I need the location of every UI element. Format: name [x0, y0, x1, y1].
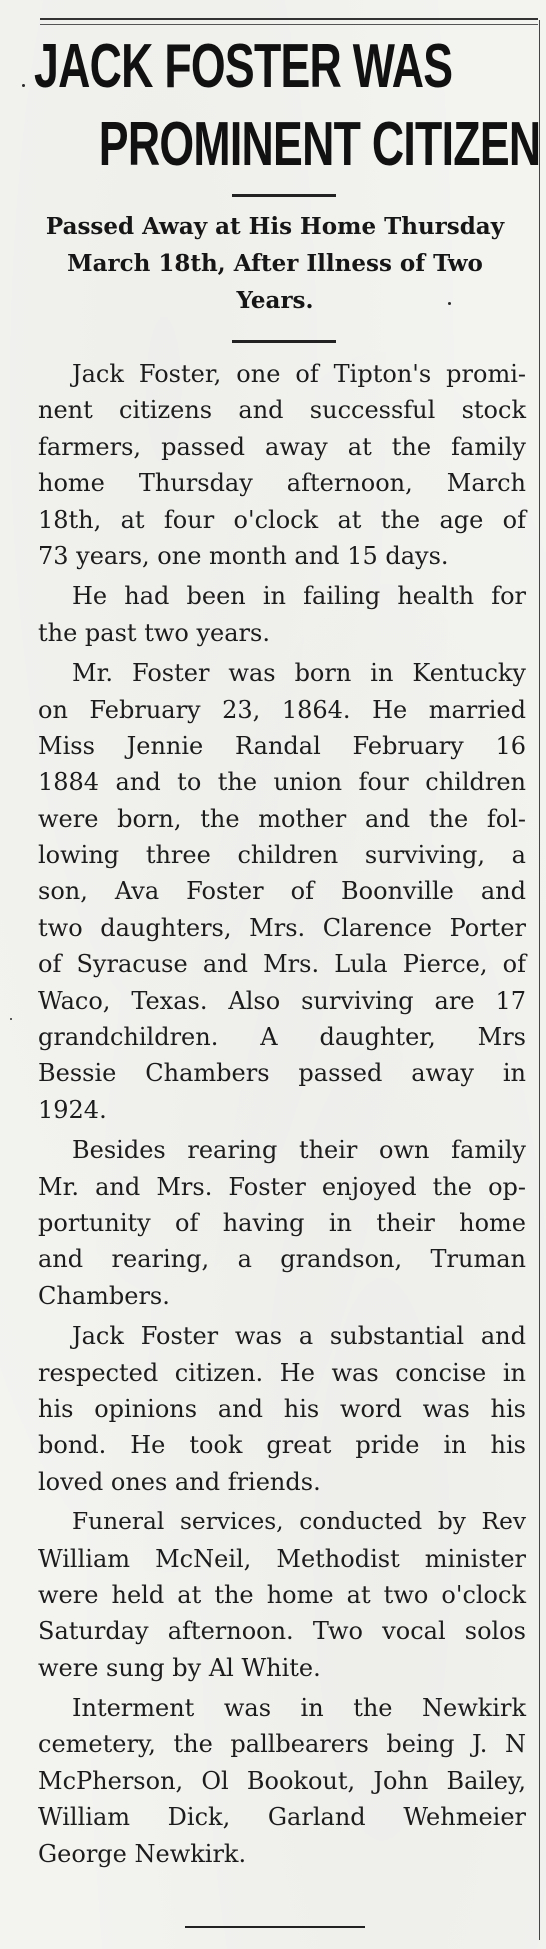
article-line: 18th, at four o'clock at the age of: [38, 505, 526, 534]
article-line: loved ones and friends.: [38, 1467, 321, 1496]
subheadline-line-3: Years.: [236, 287, 314, 314]
scan-speck: [22, 84, 25, 87]
article-line: cemetery, the pallbearers being J. N: [38, 1730, 526, 1759]
article-line: Funeral services, conducted by Rev: [72, 1508, 526, 1536]
subheadline-divider: [232, 340, 336, 343]
article-line: Saturday afternoon. Two vocal solos: [38, 1617, 526, 1646]
subheadline-line-2: March 18th, After Illness of Two: [67, 250, 483, 277]
article-line: respected citizen. He was concise in: [38, 1358, 526, 1387]
article-line: Jack Foster was a substantial and: [72, 1322, 526, 1351]
article-line: 73 years, one month and 15 days.: [38, 541, 449, 570]
article-line: nent citizens and successful stock: [38, 396, 526, 425]
scan-speck: [448, 302, 451, 305]
subheadline: [30, 208, 520, 319]
article-line: Mr. Foster was born in Kentucky: [72, 659, 526, 688]
article-line: Jack Foster, one of Tipton's promi-: [72, 360, 526, 388]
article-line: and rearing, a grandson, Truman: [38, 1245, 526, 1274]
subheadline-line-1: Passed Away at His Home Thursday: [45, 213, 505, 240]
headline: [34, 32, 541, 192]
scan-speck: [10, 1018, 12, 1020]
article-line: George Newkirk.: [38, 1839, 247, 1868]
headline-line-2: PROMINENT CITIZEN: [98, 110, 541, 179]
article-line: lowing three children surviving, a: [38, 841, 526, 870]
article-paragraph: [38, 356, 526, 574]
article-line: two daughters, Mrs. Clarence Porter: [38, 913, 526, 942]
article-line: his opinions and his word was his: [38, 1394, 526, 1423]
article-line: home Thursday afternoon, March: [38, 469, 526, 498]
headline-divider: [232, 194, 336, 197]
article-line: Mr. and Mrs. Foster enjoyed the op-: [38, 1172, 526, 1201]
article-line: William Dick, Garland Wehmeier: [38, 1803, 526, 1832]
article-line: 1884 and to the union four children: [38, 768, 526, 797]
headline-line-1: JACK FOSTER WAS: [34, 32, 453, 101]
article-line: bond. He took great pride in his: [38, 1431, 526, 1460]
article-line: portunity of having in their home: [38, 1208, 526, 1237]
top-column-rule: [40, 18, 538, 20]
article-paragraph: [38, 578, 526, 651]
article-paragraph: [38, 1132, 526, 1314]
article-line: William McNeil, Methodist minister: [38, 1544, 526, 1573]
article-line: were born, the mother and the fol-: [38, 804, 526, 833]
article-line: 1924.: [38, 1095, 107, 1124]
article-line: the past two years.: [38, 618, 270, 647]
article-line: Waco, Texas. Also surviving are 17: [38, 986, 526, 1015]
article-line: were held at the home at two o'clock: [38, 1580, 526, 1609]
article-line: Bessie Chambers passed away in: [38, 1059, 526, 1088]
article-paragraph: [38, 655, 526, 1128]
article-paragraph: [38, 1690, 526, 1872]
article-line: He had been in failing health for: [72, 582, 526, 611]
article-line: were sung by Al White.: [38, 1653, 321, 1682]
article-line: grandchildren. A daughter, Mrs: [38, 1023, 526, 1052]
article-line: Chambers.: [38, 1281, 170, 1310]
article-line: Besides rearing their own family: [72, 1136, 526, 1165]
article-line: of Syracuse and Mrs. Lula Pierce, of: [38, 950, 526, 979]
article-line: McPherson, Ol Bookout, John Bailey,: [38, 1766, 526, 1795]
article-paragraph: [38, 1318, 526, 1500]
article-line: Miss Jennie Randal February 16: [38, 731, 526, 760]
article-body: [38, 356, 526, 1876]
article-line: son, Ava Foster of Boonville and: [38, 877, 526, 906]
end-divider: [185, 1926, 365, 1928]
article-paragraph: [38, 1504, 526, 1686]
article-line: farmers, passed away at the family: [38, 432, 526, 461]
article-line: on February 23, 1864. He married: [38, 695, 526, 724]
article-line: Interment was in the Newkirk: [72, 1694, 526, 1723]
right-column-rule: [539, 20, 540, 1940]
